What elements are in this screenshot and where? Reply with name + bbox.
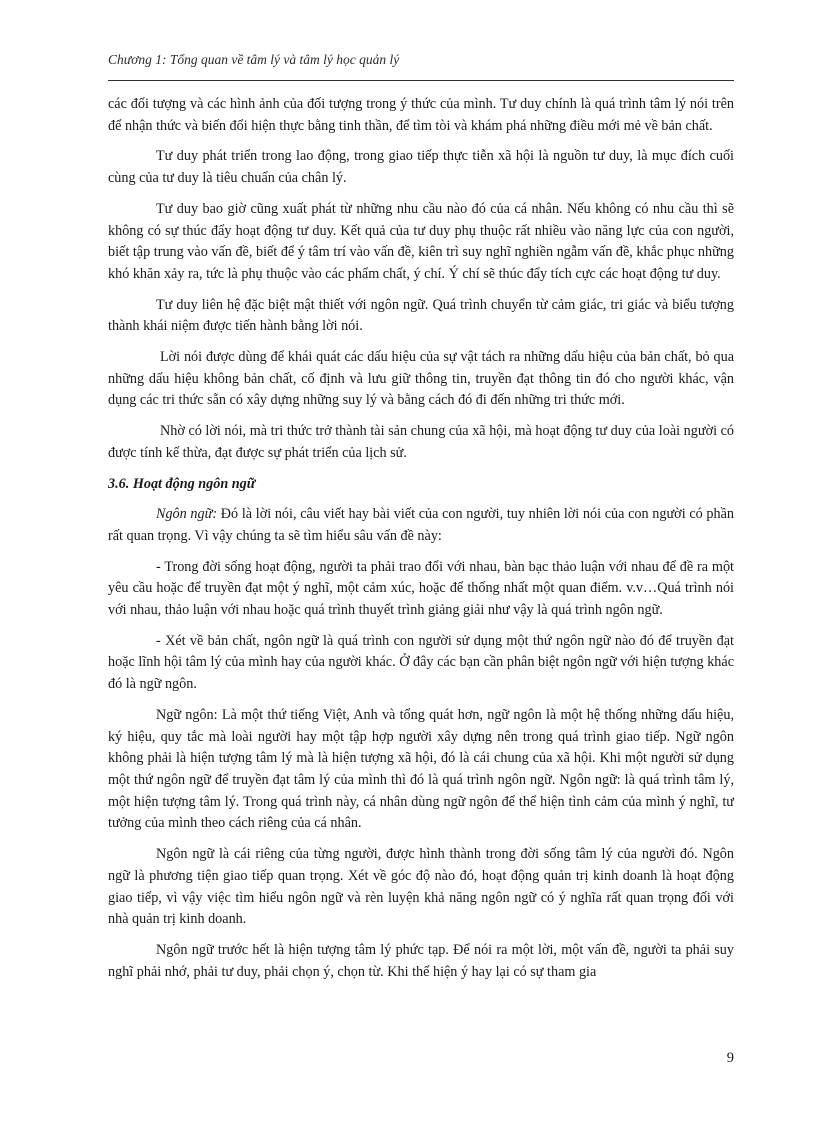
page-body [108,94,734,992]
paragraph [108,504,734,547]
header-divider [108,80,734,81]
paragraph: Ngôn ngữ là cái riêng của từng người, được hình thành trong đời sống tâm lý của người đó. Ngôn ngữ là phương tiện giao tiếp quan trọng. Xét về góc độ nào đó, hoạt động quản trị kinh doanh là hoạt động giao tiếp, vì vậy việc tìm hiểu ngôn ngữ và rèn luyện khả năng ngôn ngữ có ý nghĩa rất quan trọng đối với nhà quản trị kinh doanh. [108,846,734,928]
term-label: Ngôn ngữ: [156,506,218,523]
paragraph: - Trong đời sống hoạt động, người ta phải trao đổi với nhau, bàn bạc thảo luận với nhau để đề ra một yêu cầu hoặc để truyền đạt một ý nghĩ, một cảm xúc, hoặc để thống nhất một quan điểm. v.v…Quá trình nói với nhau, thảo luận với nhau hoặc quá trình thuyết trình giảng giải như vậy là quá trình ngôn ngữ. [108,558,734,619]
paragraph: Tư duy liên hệ đặc biệt mật thiết với ngôn ngữ. Quá trình chuyển từ cảm giác, tri giác và biểu tượng thành khái niệm được tiến hành bằng lời nói. [108,296,734,335]
section-heading: 3.6. Hoạt động ngôn ngữ [108,475,256,492]
paragraph: Tư duy phát triển trong lao động, trong giao tiếp thực tiễn xã hội là nguồn tư duy, là mục đích cuối cùng của tư duy là tiêu chuẩn của chân lý. [108,148,734,187]
paragraph: Ngữ ngôn: Là một thứ tiếng Việt, Anh và tổng quát hơn, ngữ ngôn là một hệ thống những dấu hiệu, ký hiệu, quy tắc mà loài người hay một tập hợp người xây dựng nên trong quá trình giao tiếp. Ngữ ngôn không phải là hiện tượng tâm lý mà là hiện tượng xã hội, đó là cái chung của xã hội. Khi một người sử dụng một thứ ngôn ngữ để truyền đạt tâm lý của mình thì đó là quá trình ngôn ngữ. Ngôn ngữ: là quá trình tâm lý, một hiện tượng tâm lý. Trong quá trình này, cá nhân dùng ngữ ngôn để thể hiện tình cảm của mình ý nghĩ, tư tưởng của mình theo cách riêng của cá nhân. [108,706,734,832]
paragraph: Tư duy bao giờ cũng xuất phát từ những nhu cầu nào đó của cá nhân. Nếu không có nhu cầu thì sẽ không có sự thúc đẩy hoạt động tư duy. Kết quả của tư duy phụ thuộc rất nhiều vào năng lực của con người, biết tập trung vào vấn đề, biết để ý tâm trí vào vấn đề, kiên trì suy nghĩ nghiền ngẫm vấn đề, khắc phục những khó khăn xảy ra, tức là phụ thuộc vào các phẩm chất, ý chí. Ý chí sẽ thúc đẩy tích cực các hoạt động tư duy. [108,200,734,282]
paragraph: Nhờ có lời nói, mà tri thức trở thành tài sản chung của xã hội, mà hoạt động tư duy của loài người có được tính kế thừa, đạt được sự phát triển của lịch sử. [108,423,734,461]
paragraph: Ngôn ngữ trước hết là hiện tượng tâm lý phức tạp. Để nói ra một lời, một vấn đề, người ta phải suy nghĩ phải nhớ, phải tư duy, phải chọn ý, chọn từ. Khi thể hiện ý hay lại có sự tham gia [108,941,734,980]
paragraph: - Xét về bản chất, ngôn ngữ là quá trình con người sử dụng một thứ ngôn ngữ nào đó để truyền đạt hoặc lĩnh hội tâm lý của mình hay của người khác. Ở đây các bạn cần phân biệt ngôn ngữ với hiện tượng khác đó là ngữ ngôn. [108,632,734,693]
paragraph-text: Đó là lời nói, câu viết hay bài viết của con người, tuy nhiên lời nói của con người có phần rất quan trọng. Vì vậy chúng ta sẽ tìm hiểu sâu vấn đề này: [108,506,734,544]
running-header: Chương 1: Tổng quan về tâm lý và tâm lý học quản lý [108,52,400,67]
paragraph: các đối tượng và các hình ảnh của đối tượng trong ý thức của mình. Tư duy chính là quá trình tâm lý nói trên để nhận thức và biến đổi hiện thực bằng tinh thần, để tìm tòi và khám phá những điều mới mẻ về bản chất. [108,96,734,134]
page-number: 9 [726,1050,734,1066]
paragraph: Lời nói được dùng để khái quát các dấu hiệu của sự vật tách ra những dấu hiệu của bản chất, bỏ qua những dấu hiệu không bản chất, cố định và lưu giữ thông tin, truyền đạt thông tin đó cho người khác, vận dụng các tri thức sẵn có xây dựng những suy lý và bằng cách đó đi đến những tri thức mới. [108,349,734,409]
